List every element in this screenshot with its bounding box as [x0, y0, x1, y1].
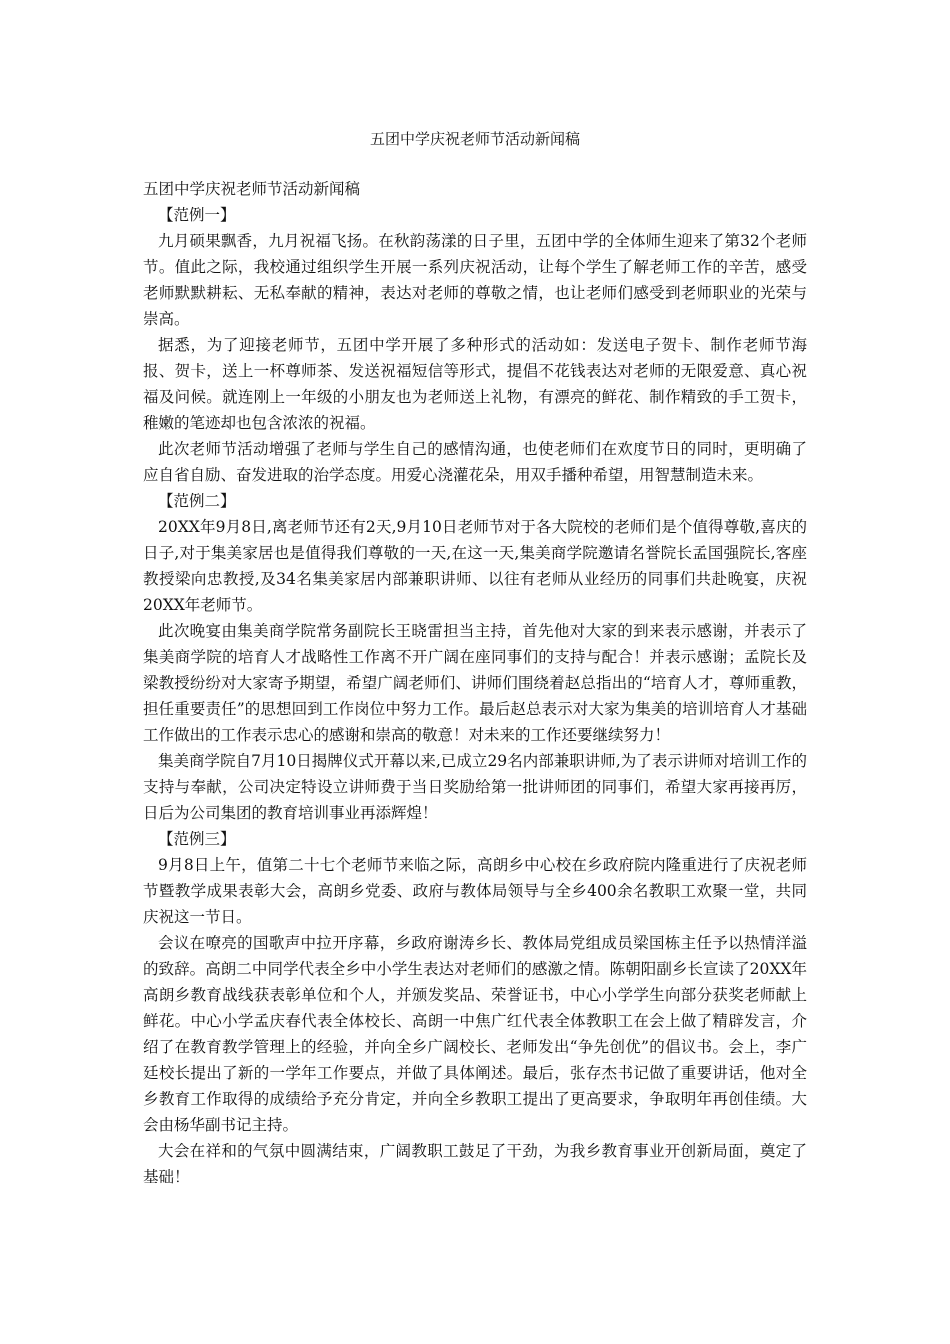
section-3-paragraph-3: 大会在祥和的气氛中圆满结束，广阔教职工鼓足了干劲，为我乡教育事业开创新局面，奠定了基础！: [143, 1142, 807, 1186]
section-1-paragraph-1: 九月硕果飘香，九月祝福飞扬。在秋韵荡漾的日子里，五团中学的全体师生迎来了第32个老师节。值此之际，我校通过组织学生开展一系列庆祝活动，让每个学生了解老师工作的辛苦，感受老师默默耕耘、无私奉献的精神，表达对老师的尊敬之情，也让老师们感受到老师职业的光荣与崇高。: [143, 232, 807, 328]
section-label-1: 【范例一】: [158, 206, 236, 224]
section-label-2: 【范例二】: [158, 492, 236, 510]
section-1-paragraph-2: 据悉，为了迎接老师节，五团中学开展了多种形式的活动如：发送电子贺卡、制作老师节海报、贺卡，送上一杯尊师茶、发送祝福短信等形式，提倡不花钱表达对老师的无限爱意、真心祝福及问候。就连刚上一年级的小朋友也为老师送上礼物，有漂亮的鲜花、制作精致的手工贺卡，稚嫩的笔迹却也包含浓浓的祝福。: [143, 336, 807, 432]
document-body: [143, 176, 807, 1190]
section-2-paragraph-3: 集美商学院自7月10日揭牌仪式开幕以来,已成立29名内部兼职讲师,为了表示讲师对培训工作的支持与奉献，公司决定特设立讲师费于当日奖励给第一批讲师团的同事们，希望大家再接再厉，日后为公司集团的教育培训事业再添辉煌！: [143, 752, 807, 822]
section-2-paragraph-1: 20XX年9月8日,离老师节还有2天,9月10日老师节对于各大院校的老师们是个值得尊敬,喜庆的日子,对于集美家居也是值得我们尊敬的一天,在这一天,集美商学院邀请名誉院长孟国强院长,客座教授梁向忠教授,及34名集美家居内部兼职讲师、以往有老师从业经历的同事们共赴晚宴，庆祝20XX年老师节。: [143, 518, 807, 614]
document-title: 五团中学庆祝老师节活动新闻稿: [369, 130, 580, 148]
section-2-paragraph-2: 此次晚宴由集美商学院常务副院长王晓雷担当主持，首先他对大家的到来表示感谢，并表示了集美商学院的培育人才战略性工作离不开广阔在座同事们的支持与配合！并表示感谢；孟院长及梁教授纷纷对大家寄予期望，希望广阔老师们、讲师们围绕着赵总指出的“培育人才，尊师重教，担任重要责任”的思想回到工作岗位中努力工作。最后赵总表示对大家为集美的培训培育人才基础工作做出的工作表示忠心的感谢和崇高的敬意！对未来的工作还要继续努力！: [143, 622, 807, 744]
section-1-paragraph-3: 此次老师节活动增强了老师与学生自己的感情沟通，也使老师们在欢度节日的同时，更明确了应自省自励、奋发进取的治学态度。用爱心浇灌花朵，用双手播种希望，用智慧制造未来。: [143, 440, 807, 484]
section-3-paragraph-1: 9月8日上午，值第二十七个老师节来临之际，高朗乡中心校在乡政府院内隆重进行了庆祝老师节暨教学成果表彰大会，高朗乡党委、政府与教体局领导与全乡400余名教职工欢聚一堂，共同庆祝这一节日。: [143, 856, 807, 926]
section-3-paragraph-2: 会议在嘹亮的国歌声中拉开序幕，乡政府谢涛乡长、教体局党组成员梁国栋主任予以热情洋溢的致辞。高朗二中同学代表全乡中小学生表达对老师们的感激之情。陈朝阳副乡长宣读了20XX年高朗乡教育战线获表彰单位和个人，并颁发奖品、荣誉证书，中心小学学生向部分获奖老师献上鲜花。中心小学孟庆春代表全体校长、高朗一中焦广红代表全体教职工在会上做了精辟发言，介绍了在教育教学管理上的经验，并向全乡广阔校长、老师发出“争先创优”的倡议书。会上，李广廷校长提出了新的一学年工作要点，并做了具体阐述。最后，张存杰书记做了重要讲话，他对全乡教育工作取得的成绩给予充分肯定，并向全乡教职工提出了更高要求，争取明年再创佳绩。大会由杨华副书记主持。: [143, 934, 807, 1134]
section-label-3: 【范例三】: [158, 830, 236, 848]
document-subtitle: 五团中学庆祝老师节活动新闻稿: [143, 180, 361, 198]
